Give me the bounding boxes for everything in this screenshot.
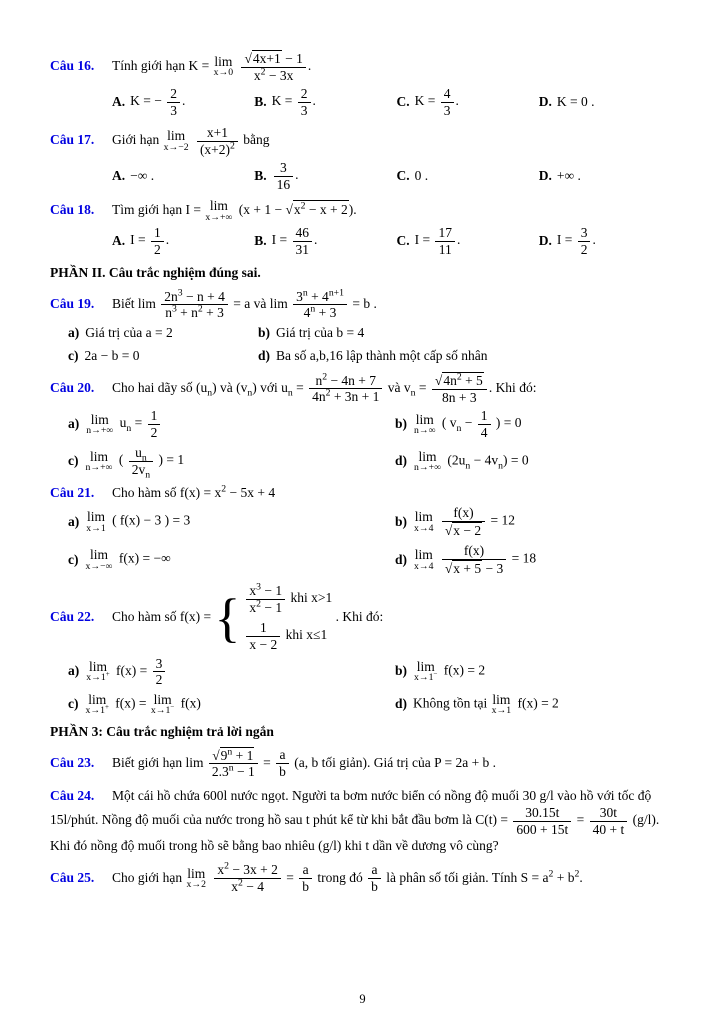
question-label: Câu 25. — [50, 869, 95, 885]
question-24 — [50, 787, 681, 855]
question-label: Câu 19. — [50, 295, 95, 311]
tf-item-text: Giá trị của a = 2 — [85, 324, 173, 340]
option-text: $\frac{3}{16}$ . — [272, 160, 299, 192]
question-stem: Cho giới hạn lim x→2 $\frac{x^2 - 3x + 2}{x^2 - 4}$ = $\frac{a}{b}$ trong đó $\frac{a}{b}$ là phân số tối giản. Tính $S = a^2 + b^2$. — [112, 860, 583, 894]
question-17 — [50, 125, 681, 192]
option-b — [254, 86, 396, 118]
question-stem: Tính giới hạn K = lim x→0 $\frac{√4x+1 - 1}{x^2 - 3x}$ . — [112, 51, 312, 83]
option-d — [539, 167, 681, 185]
option-letter: C. — [396, 93, 410, 109]
question-stem: Một cái hồ chứa 600l nước ngọt. Người ta bơm nước biển có nồng độ muối 30 g/l vào hồ với tốc độ 15l/phút. Nồng độ muối của nước trong hồ sau t phút kể từ khi bắt đầu bơm là C(t) = $\frac{30.15t}{600 + 15t}$ = $\frac{30t}{40 + t}$ (g/l). Khi đó nồng độ muối trong hồ sẽ bằng bao nhiêu (g/l) khi t dần về dương vô cùng? — [50, 788, 660, 854]
tf-item-a — [68, 324, 258, 342]
tf-item-d — [258, 347, 681, 365]
question-18 — [50, 199, 681, 257]
option-text: I = $\frac{1}{2}$ . — [130, 225, 170, 257]
option-letter: A. — [112, 168, 126, 183]
question-stem: Cho hàm số $f(x) = x^2 - 5x + 4$ — [112, 483, 276, 501]
question-stem: Biết lim $\frac{2n^3 - n + 4}{n^3 + n^2 + 3}$ = a và lim $\frac{3^n + 4^{n+1}}{4^n + 3}$ = b . — [112, 287, 377, 321]
question-label: Câu 17. — [50, 132, 95, 148]
tf-item-letter: a) — [68, 324, 80, 340]
option-a — [112, 86, 254, 118]
tf-item-a — [68, 505, 395, 538]
tf-item-c — [68, 543, 395, 576]
tf-item-c — [68, 693, 395, 716]
tf-item-text: lim n→+∞ ( $\frac{u_n}{2v_n}$ ) = 1 — [85, 445, 185, 481]
option-letter: D. — [538, 168, 552, 183]
tf-item-b — [395, 408, 681, 440]
options-row — [50, 86, 681, 118]
tf-item-text: lim x→−∞ f(x) = −∞ — [85, 547, 171, 572]
tf-item-a — [68, 656, 395, 688]
tf-item-b — [395, 656, 681, 688]
question-head — [50, 372, 681, 405]
question-head — [50, 199, 681, 222]
tf-item-text: Không tồn tại lim x→1 f(x) = 2 — [413, 691, 559, 717]
tf-item-letter: c) — [68, 347, 79, 363]
option-text: 0 . — [414, 168, 429, 183]
option-letter: A. — [112, 93, 126, 109]
tf-items — [50, 324, 681, 365]
question-head — [50, 125, 681, 157]
option-letter: C. — [396, 168, 410, 183]
question-stem: Cho hai dãy số $(u_n)$ và $(v_n)$ với $u_n$ = $\frac{n^2 - 4n + 7}{4n^2 + 3n + 1}$ và $v_n$ = $\frac{√4n^2 + 5}{8n + 3}$ . Khi đó: — [112, 371, 537, 405]
question-16 — [50, 50, 681, 118]
tf-item-letter: b) — [395, 416, 408, 431]
options-row — [50, 160, 681, 192]
tf-item-text: lim x→1+ f(x) = lim x→1− f(x) — [85, 691, 201, 717]
question-stem: Tìm giới hạn I = lim x→+∞ $(x + 1 - √x^2 - x + 2)$. — [112, 198, 357, 223]
question-23 — [50, 747, 681, 780]
option-letter: B. — [254, 168, 267, 183]
question-label: Câu 24. — [50, 788, 95, 803]
option-c — [397, 225, 539, 257]
tf-item-letter: b) — [258, 324, 271, 340]
option-text: I = $\frac{3}{2}$ . — [556, 225, 596, 257]
question-stem: Cho hàm số f(x) = { $\frac{x^3 - 1}{x^2 - 1}$ khi x>1 $\frac{1}{x - 2}$ khi x≤1 . Khi đó: — [112, 581, 384, 652]
question-head — [50, 862, 681, 894]
tf-item-letter: b) — [395, 513, 408, 529]
option-letter: C. — [396, 233, 410, 249]
option-letter: D. — [538, 93, 552, 109]
tf-item-text: lim n→∞ ( $v_n$ − $\frac{1}{4}$ ) = 0 — [414, 408, 522, 440]
option-c — [397, 86, 539, 118]
question-label: Câu 18. — [50, 201, 95, 217]
question-stem: Biết giới hạn lim $\frac{√9^n + 1}{2.3^n - 1}$ = $\frac{a}{b}$ (a, b tối giản). Giá trị của P = 2a + b . — [112, 746, 497, 780]
tf-item-text: lim x→1+ f(x) = $\frac{3}{2}$ — [85, 656, 167, 688]
question-20 — [50, 371, 681, 481]
tf-item-b — [258, 324, 681, 342]
option-letter: D. — [538, 233, 552, 249]
tf-item-letter: b) — [395, 663, 408, 679]
tf-item-text: lim n→+∞ $u_n$ = $\frac{1}{2}$ — [85, 408, 162, 440]
tf-item-text: lim x→4 $\frac{f(x)}{√x + 5 - 3}$ = 18 — [414, 543, 537, 576]
question-22 — [50, 583, 681, 715]
tf-item-text: lim x→1− f(x) = 2 — [414, 658, 486, 684]
option-letter: B. — [254, 93, 267, 109]
option-c — [397, 167, 539, 185]
option-a — [112, 225, 254, 257]
tf-item-d — [395, 445, 681, 477]
tf-item-letter: d) — [395, 696, 408, 712]
option-b — [254, 160, 396, 192]
tf-item-b — [395, 505, 681, 538]
question-head — [50, 583, 681, 652]
tf-item-a — [68, 408, 395, 440]
tf-items — [50, 505, 681, 576]
question-label: Câu 20. — [50, 379, 95, 395]
tf-item-letter: c) — [68, 551, 79, 567]
option-d — [539, 225, 681, 257]
tf-item-text: lim x→1 ( f(x) − 3 ) = 3 — [86, 509, 191, 534]
question-label: Câu 16. — [50, 57, 95, 73]
option-text: −∞ . — [130, 168, 155, 183]
tf-item-c — [68, 347, 258, 365]
question-21 — [50, 484, 681, 576]
option-letter: B. — [254, 233, 267, 249]
tf-item-text: Giá trị của b = 4 — [276, 324, 365, 340]
tf-item-letter: c) — [68, 453, 79, 469]
option-letter: A. — [112, 233, 126, 249]
tf-item-c — [68, 445, 395, 481]
question-head — [50, 787, 681, 855]
tf-item-letter: d) — [258, 347, 271, 363]
question-label: Câu 22. — [50, 609, 95, 625]
tf-item-letter: a) — [68, 663, 80, 679]
question-head — [50, 50, 681, 83]
page-number: 9 — [359, 992, 366, 1007]
option-text: +∞ . — [556, 168, 581, 183]
question-head — [50, 484, 681, 502]
tf-item-text: lim n→+∞ $(2u_n - 4v_n) = 0$ — [414, 448, 529, 474]
option-text: K = 0 . — [556, 93, 595, 109]
option-text: I = $\frac{17}{11}$ . — [414, 225, 461, 257]
question-label: Câu 21. — [50, 485, 95, 501]
option-text: K = $\frac{4}{3}$ . — [414, 86, 459, 118]
question-head — [50, 747, 681, 780]
tf-item-text: 2a − b = 0 — [84, 347, 140, 363]
tf-item-letter: a) — [68, 513, 80, 529]
option-d — [539, 93, 681, 111]
section-header-3: PHẦN 3: Câu trắc nghiệm trả lời ngắn — [50, 723, 274, 739]
option-text: K = $\frac{2}{3}$ . — [271, 86, 316, 118]
tf-item-d — [395, 693, 681, 716]
option-text: I = $\frac{46}{31}$ . — [271, 225, 318, 257]
question-19 — [50, 289, 681, 365]
tf-items — [50, 656, 681, 716]
question-25 — [50, 862, 681, 894]
tf-item-d — [395, 543, 681, 576]
section-header-2: PHẦN II. Câu trắc nghiệm đúng sai. — [50, 265, 261, 281]
option-text: K = − $\frac{2}{3}$ . — [130, 86, 186, 118]
question-stem: Giới hạn lim x→−2 $\frac{x+1}{(x+2)^2}$ bằng — [112, 125, 270, 157]
option-a — [112, 167, 254, 185]
option-b — [254, 225, 396, 257]
tf-item-letter: d) — [395, 551, 408, 567]
question-label: Câu 23. — [50, 754, 95, 770]
options-row — [50, 225, 681, 257]
question-head — [50, 289, 681, 321]
tf-item-letter: c) — [68, 696, 79, 712]
tf-item-text: lim x→4 $\frac{f(x)}{√x - 2}$ = 12 — [414, 505, 515, 538]
tf-item-letter: a) — [68, 416, 80, 431]
tf-items — [50, 408, 681, 481]
tf-item-letter: d) — [395, 453, 408, 469]
tf-item-text: Ba số a,b,16 lập thành một cấp số nhân — [276, 347, 488, 363]
